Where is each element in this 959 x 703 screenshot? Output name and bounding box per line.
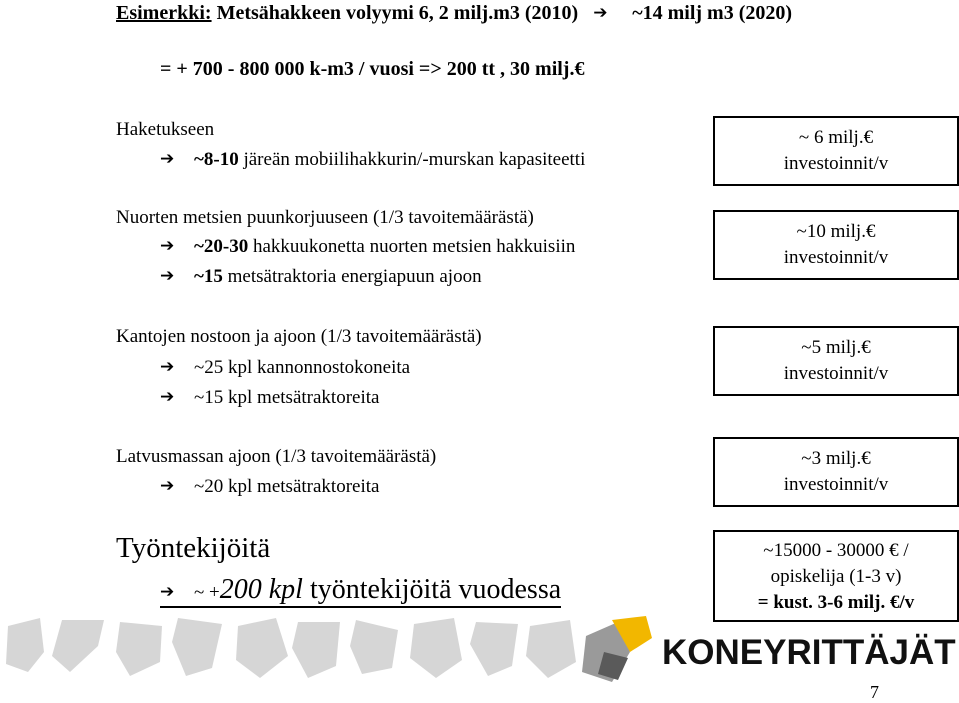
section-title-stumps: Kantojen nostoon ja ajoon (1/3 tavoitemäärästä) xyxy=(116,326,482,347)
decorative-shapes xyxy=(6,618,576,678)
investment-box-crowns: ~3 milj.€ investoinnit/v xyxy=(713,437,959,507)
page-number: 7 xyxy=(870,682,879,702)
list-item: ➔ ~20-30 hakkuukonetta nuorten metsien hakkuisiin xyxy=(160,236,576,257)
list-item: ➔ ~8-10 järeän mobiilihakkurin/-murskan kapasiteetti xyxy=(160,149,586,170)
right-arrow-icon: ➔ xyxy=(160,357,175,377)
growth-line: = + 700 - 800 000 k-m3 / vuosi => 200 tt , 30 milj.€ xyxy=(160,58,585,80)
right-arrow-icon: ➔ xyxy=(160,582,175,602)
cost-box-workers: ~15000 - 30000 € / opiskelija (1-3 v) = kust. 3-6 milj. €/v xyxy=(713,530,959,622)
right-arrow-icon: ➔ xyxy=(593,3,608,23)
section-title-crowns: Latvusmassan ajoon (1/3 tavoitemäärästä) xyxy=(116,446,437,467)
right-arrow-icon: ➔ xyxy=(160,476,175,496)
logo-text: KONEYRITTÄJÄT xyxy=(662,633,956,672)
list-item: ➔ ~15 kpl metsätraktoreita xyxy=(160,387,380,408)
volume-2020: ~14 milj m3 (2020) xyxy=(632,2,793,24)
example-label: Esimerkki: xyxy=(116,2,212,24)
workers-title: Työntekijöitä xyxy=(116,532,271,564)
right-arrow-icon: ➔ xyxy=(160,149,175,169)
list-item: ➔ ~20 kpl metsätraktoreita xyxy=(160,476,380,497)
investment-box-stumps: ~5 milj.€ investoinnit/v xyxy=(713,326,959,396)
example-heading xyxy=(116,2,792,25)
section-title-chipping: Haketukseen xyxy=(116,119,215,140)
footer-logo-strip xyxy=(0,612,959,692)
section-title-young-forests: Nuorten metsien puunkorjuuseen (1/3 tavoitemäärästä) xyxy=(116,207,534,228)
right-arrow-icon: ➔ xyxy=(160,387,175,407)
investment-box-young-forests: ~10 milj.€ investoinnit/v xyxy=(713,210,959,280)
investment-box-chipping: ~ 6 milj.€ investoinnit/v xyxy=(713,116,959,186)
workers-line: ➔ ~ +200 kpl työntekijöitä vuodessa xyxy=(160,574,561,608)
volume-2010: Metsähakkeen volyymi 6, 2 milj.m3 (2010) xyxy=(216,2,579,24)
list-item: ➔ ~15 metsätraktoria energiapuun ajoon xyxy=(160,266,482,287)
right-arrow-icon: ➔ xyxy=(160,266,175,286)
list-item: ➔ ~25 kpl kannonnostokoneita xyxy=(160,357,411,378)
logo-mark xyxy=(582,616,652,682)
right-arrow-icon: ➔ xyxy=(160,236,175,256)
